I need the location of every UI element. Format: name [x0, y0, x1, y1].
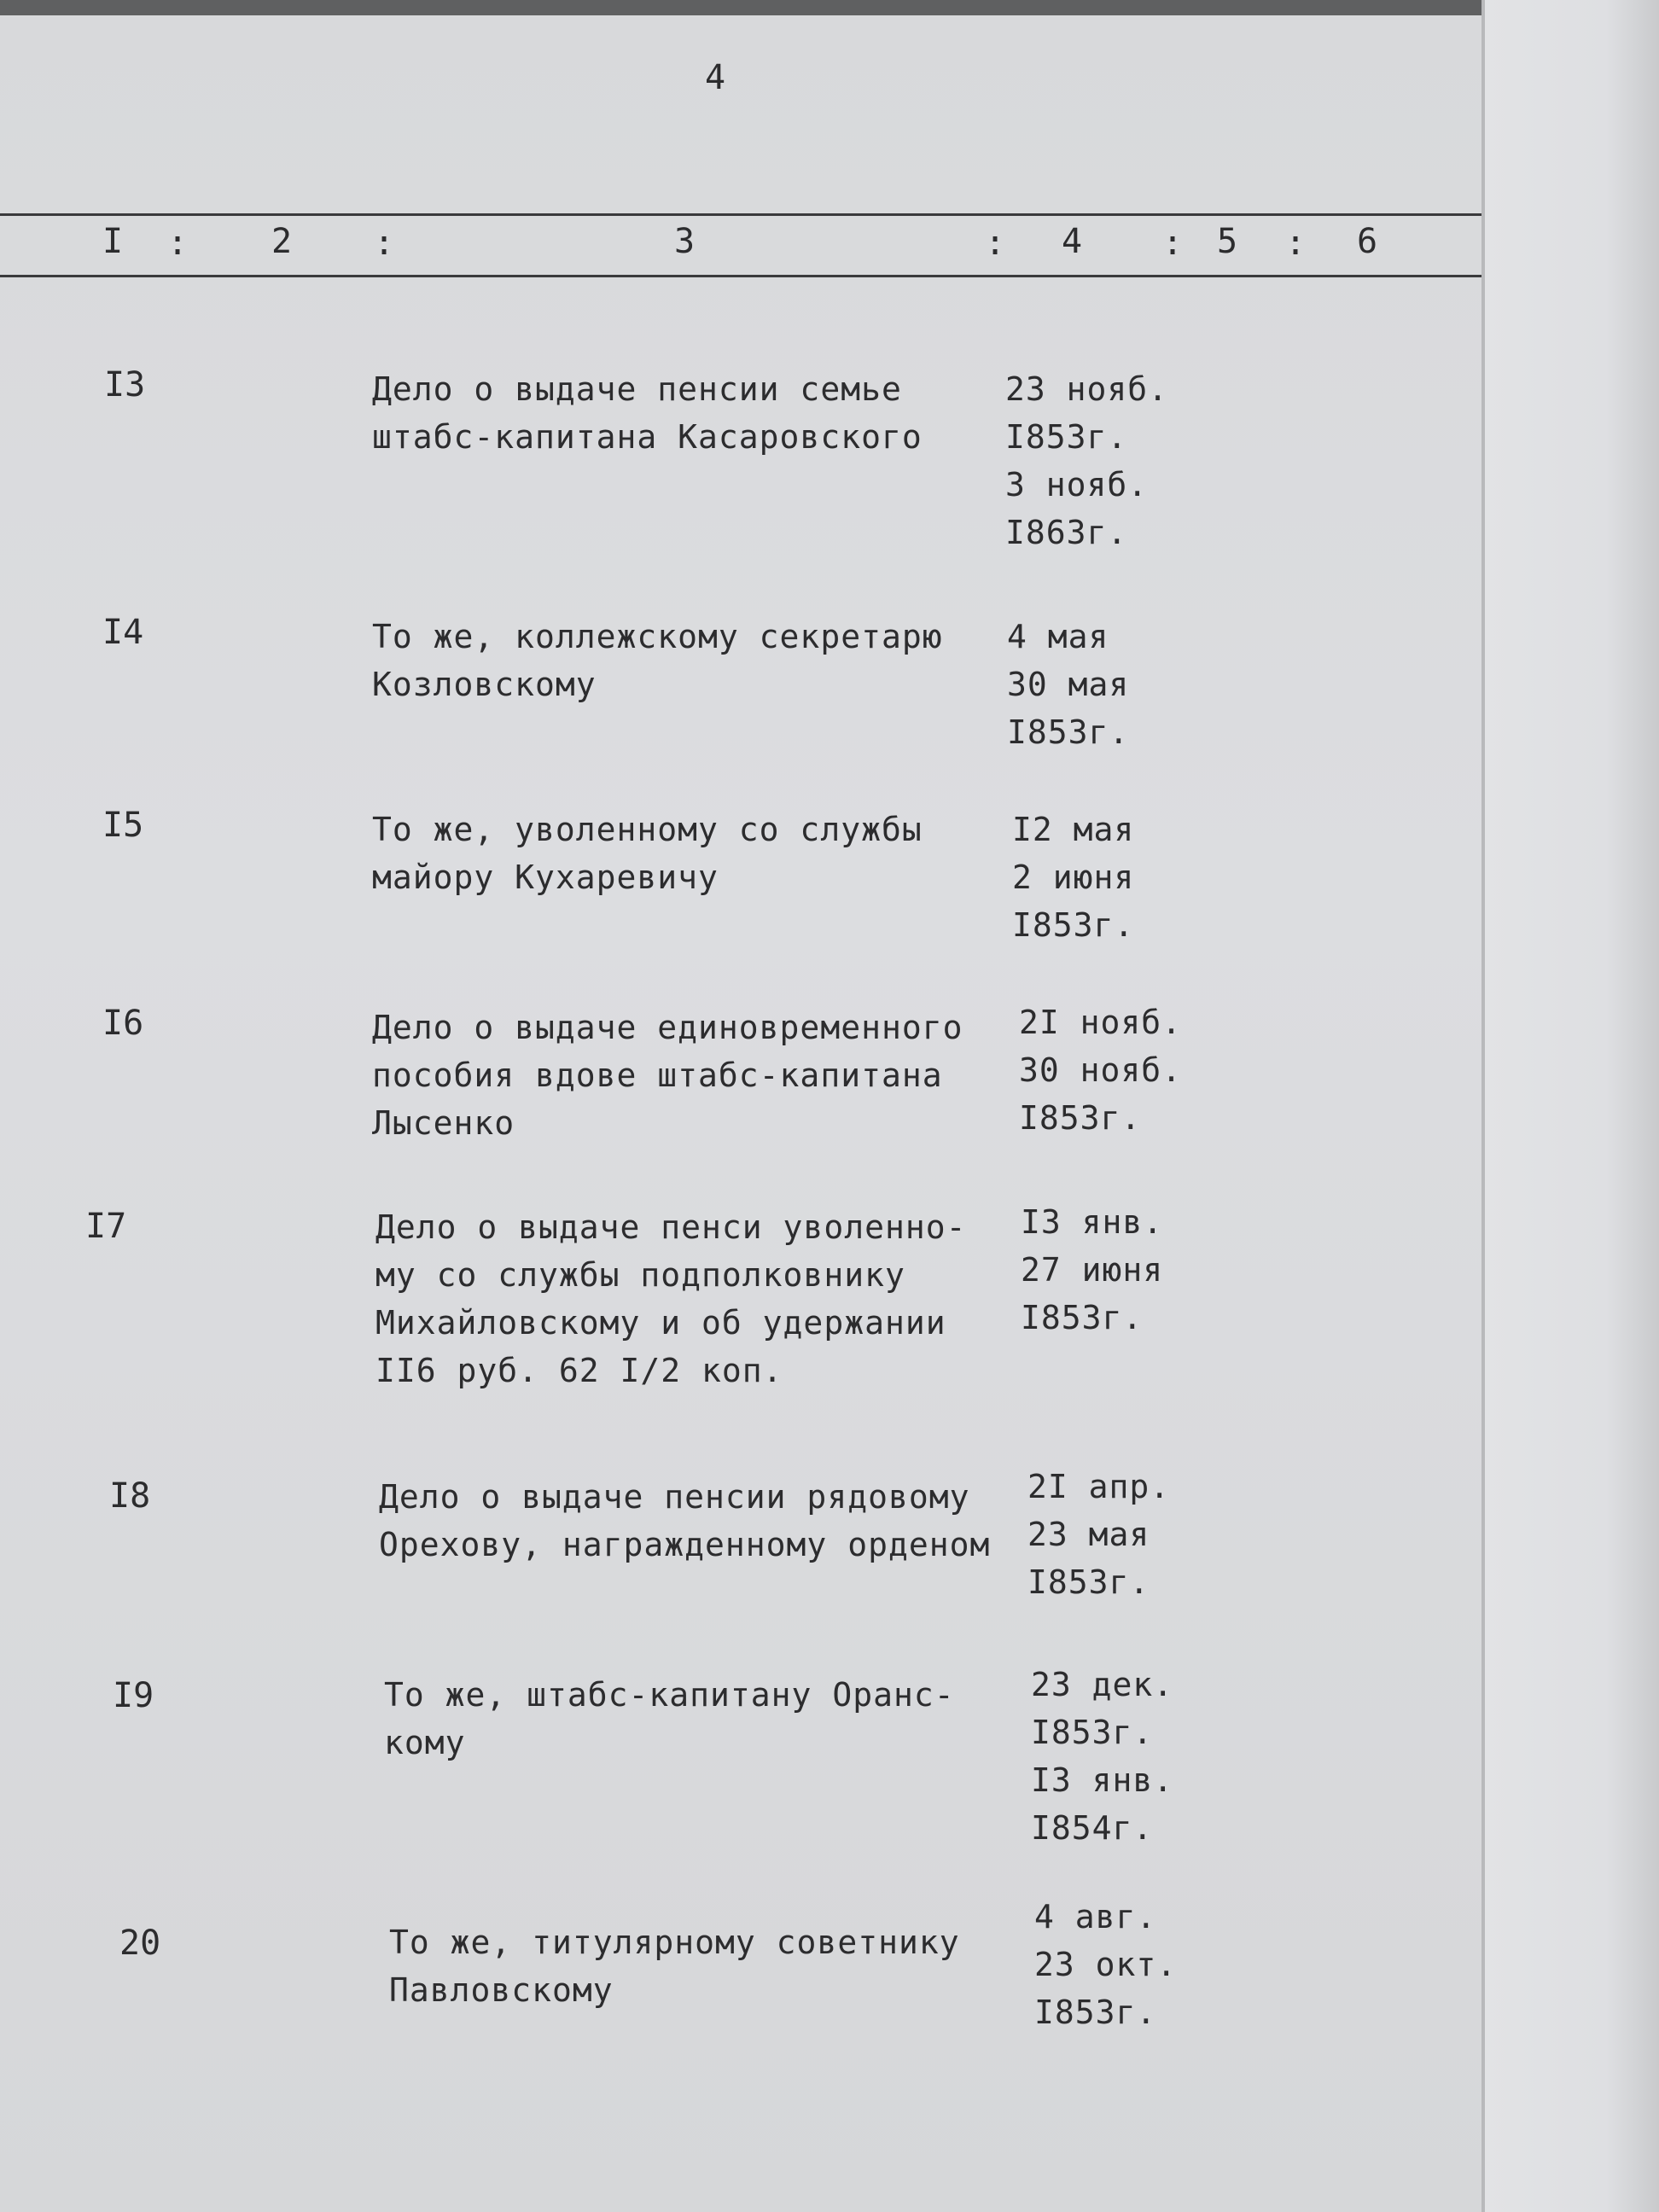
row-dates: 4 мая 30 мая I853г. [1007, 618, 1130, 751]
header-separator: : [167, 224, 189, 263]
row-dates: 2I нояб. 30 нояб. I853г. [1019, 1004, 1183, 1137]
header-bottom-rule [0, 275, 1483, 277]
row-number: I8 [109, 1476, 151, 1516]
row-description: Дело о выдаче пенсии семье штабс-капитана Касаровского [372, 370, 923, 456]
row-dates: 2I апр. 23 мая I853г. [1027, 1468, 1171, 1601]
row-dates: I2 мая 2 июня I853г. [1012, 811, 1135, 944]
header-col-1: I [102, 222, 124, 261]
header-col-3: 3 [674, 222, 696, 261]
row-number: 20 [119, 1924, 161, 1963]
document-page [0, 15, 1483, 2212]
row-dates: I3 янв. 27 июня I853г. [1021, 1203, 1164, 1336]
page-edge-shadow [1481, 0, 1485, 2212]
header-col-2: 2 [271, 222, 293, 261]
row-number: I7 [85, 1207, 127, 1246]
header-separator: : [374, 224, 395, 263]
row-description: То же, штабс-капитану Оранс- кому [384, 1676, 955, 1761]
row-number: I4 [102, 613, 144, 652]
row-number: I5 [102, 806, 144, 845]
row-description: Дело о выдаче единовременного пособия вдове штабс-капитана Лысенко [372, 1009, 963, 1142]
row-description: То же, коллежскому секретарю Козловскому [372, 618, 943, 703]
row-number: I3 [104, 365, 146, 405]
background-sheet-edge [1483, 0, 1659, 2212]
header-top-rule [0, 213, 1483, 216]
row-dates: 23 дек. I853г. I3 янв. I854г. [1031, 1666, 1174, 1847]
row-dates: 4 авг. 23 окт. I853г. [1034, 1898, 1178, 2031]
row-description: Дело о выдаче пенси уволенно- му со службы подполковнику Михайловскому и об удержании II6 руб. 62 I/2 коп. [375, 1208, 967, 1389]
row-number: I6 [102, 1004, 144, 1043]
header-separator: : [1162, 224, 1184, 263]
header-separator: : [1285, 224, 1307, 263]
row-description: То же, уволенному со службы майору Кухаревичу [372, 811, 923, 896]
header-col-4: 4 [1062, 222, 1083, 261]
row-number: I9 [113, 1676, 154, 1715]
row-dates: 23 нояб. I853г. 3 нояб. I863г. [1005, 370, 1169, 551]
page-number: 4 [705, 58, 726, 97]
header-col-6: 6 [1357, 222, 1378, 261]
row-description: Дело о выдаче пенсии рядовому Орехову, награжденному орденом [379, 1478, 991, 1563]
row-description: То же, титулярному советнику Павловскому [389, 1924, 960, 2009]
header-col-5: 5 [1217, 222, 1238, 261]
header-separator: : [985, 224, 1006, 263]
